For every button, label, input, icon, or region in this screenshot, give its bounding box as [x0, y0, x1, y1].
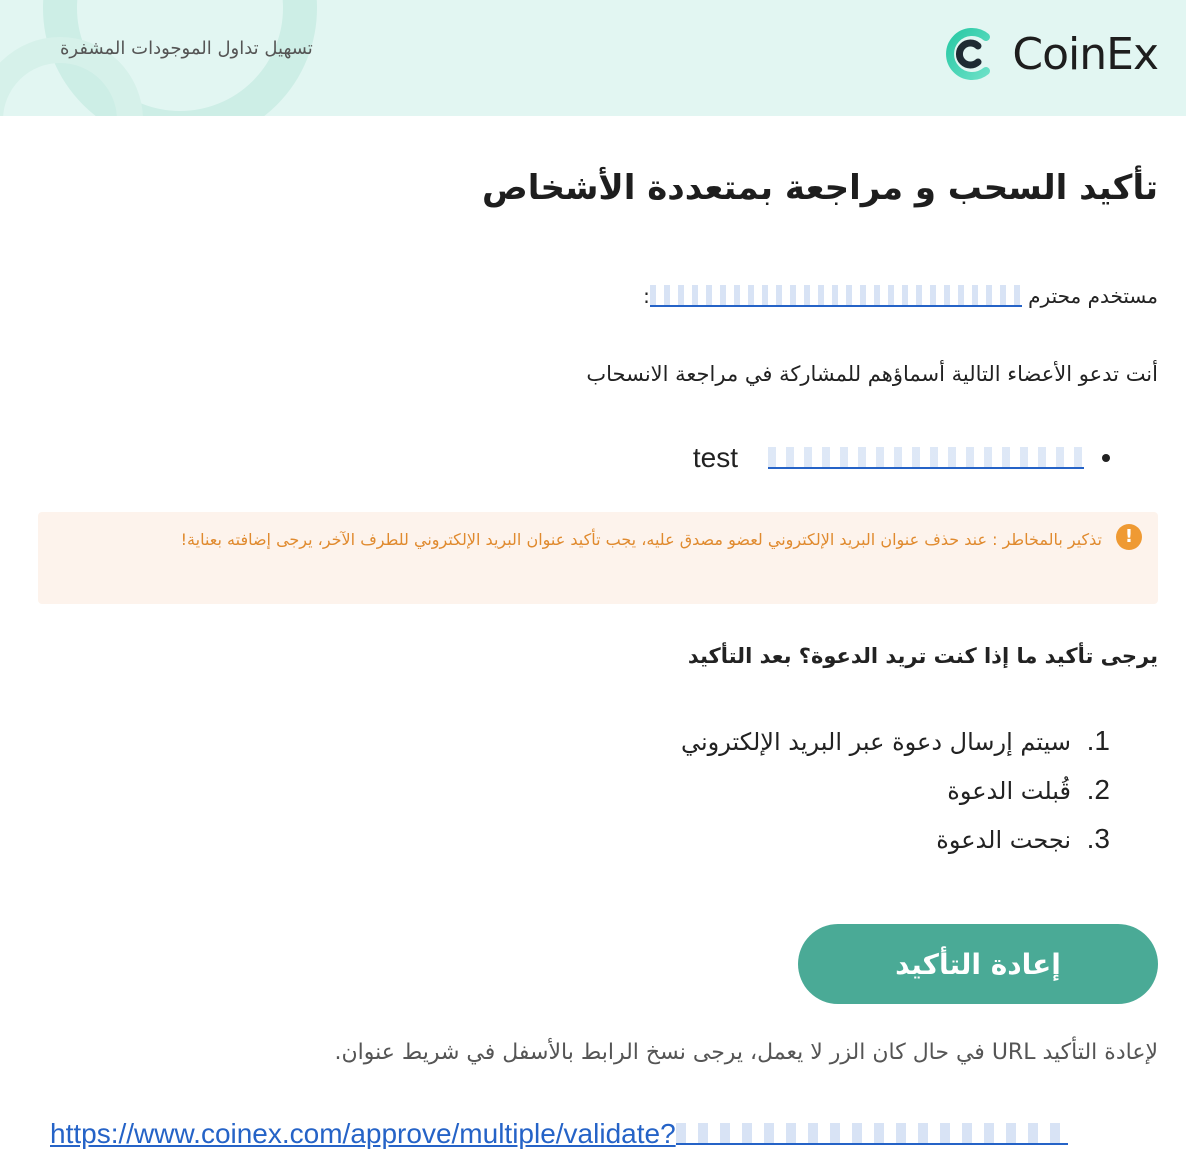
warning-label: تذكير بالمخاطر — [1002, 530, 1102, 549]
exclamation-icon: ! — [1116, 524, 1142, 550]
step-number: 2. — [1086, 774, 1110, 805]
member-name: test — [692, 442, 738, 473]
warning-message: : عند حذف عنوان البريد الإلكتروني لعضو مصدق عليه، يجب تأكيد عنوان البريد الإلكتروني للطرف الآخر، يرجى إضافته بعناية! — [180, 530, 998, 549]
step-item — [681, 718, 1110, 767]
brand-name: CoinEx — [1012, 28, 1158, 80]
coinex-logo-icon — [942, 25, 1000, 83]
redacted-email — [650, 285, 1022, 307]
coinex-logo[interactable] — [942, 24, 1158, 84]
member-email-link[interactable] — [768, 447, 1084, 469]
step-text: نجحت الدعوة — [936, 826, 1071, 854]
intro-text: أنت تدعو الأعضاء التالية أسماؤهم للمشاركة في مراجعة الانسحاب — [586, 362, 1158, 386]
warning-text — [94, 524, 1102, 556]
greeting-line — [643, 284, 1158, 308]
header-tagline: تسهيل تداول الموجودات المشفرة — [60, 38, 313, 59]
step-item — [681, 816, 1110, 865]
risk-warning-box — [38, 512, 1158, 604]
fallback-text: لإعادة التأكيد URL في حال كان الزر لا يعمل، يرجى نسخ الرابط بالأسفل في شريط عنوان. — [334, 1040, 1158, 1065]
steps-list — [681, 718, 1110, 865]
page-title: تأكيد السحب و مراجعة بمتعددة الأشخاص — [481, 168, 1158, 208]
step-number: 1. — [1086, 725, 1110, 756]
step-text: قُبلت الدعوة — [947, 777, 1071, 805]
redacted-token — [676, 1123, 1068, 1145]
step-item — [681, 767, 1110, 816]
bullet-icon — [1102, 454, 1110, 462]
step-number: 3. — [1086, 823, 1110, 854]
member-list-item — [693, 442, 1110, 474]
greeting-colon: : — [643, 284, 650, 308]
greeting-prefix: مستخدم محترم — [1028, 284, 1158, 308]
reconfirm-button[interactable]: إعادة التأكيد — [798, 924, 1158, 1004]
confirm-url-text: https://www.coinex.com/approve/multiple/validate? — [50, 1118, 676, 1149]
user-email-link[interactable] — [650, 284, 1022, 308]
step-text: سيتم إرسال دعوة عبر البريد الإلكتروني — [680, 728, 1071, 756]
confirm-url-line — [50, 1118, 1158, 1162]
confirm-question: يرجى تأكيد ما إذا كنت تريد الدعوة؟ بعد التأكيد — [687, 644, 1158, 668]
email-header — [0, 0, 1186, 116]
confirm-url-link[interactable] — [50, 1118, 1068, 1149]
